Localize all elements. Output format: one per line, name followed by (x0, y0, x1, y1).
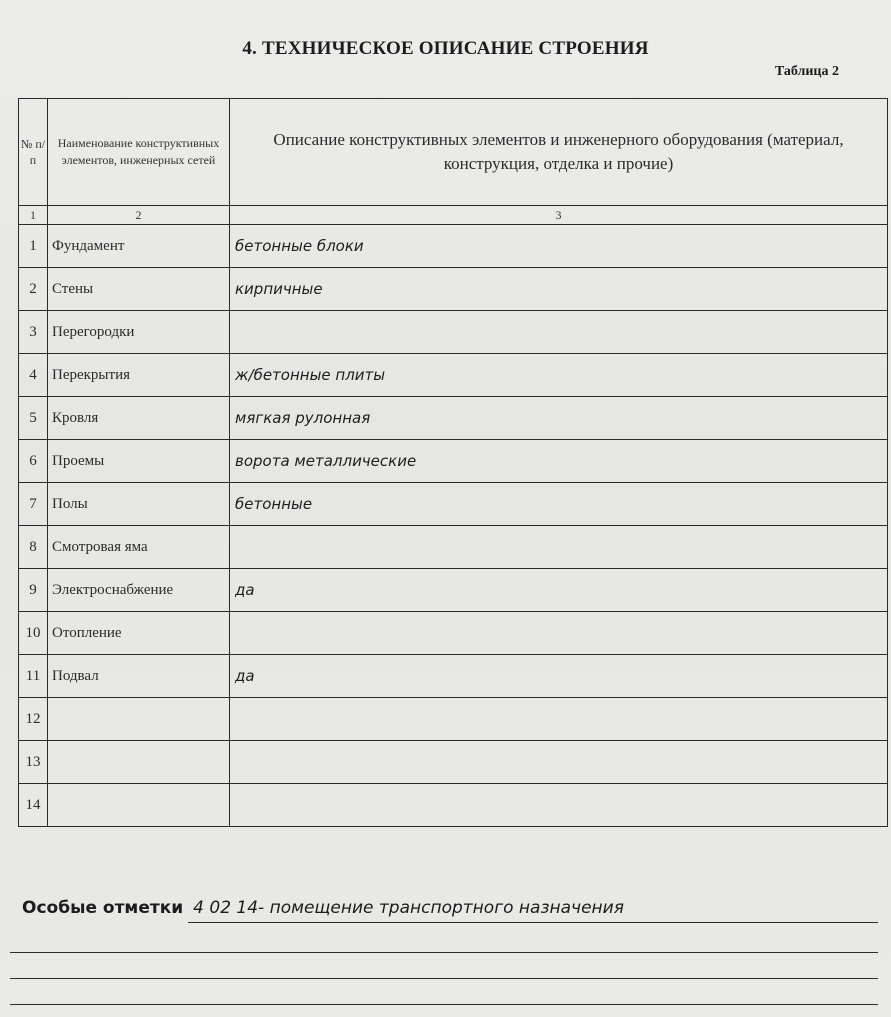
element-name (48, 784, 230, 827)
element-description: да (230, 655, 888, 698)
header-description: Описание конструктивных элементов и инженерного оборудования (материал, конструкция, отделка и прочие) (230, 99, 888, 206)
row-number: 2 (19, 268, 48, 311)
row-number: 3 (19, 311, 48, 354)
notes-blank-line (10, 952, 878, 953)
element-name (48, 741, 230, 784)
column-number: 3 (230, 206, 888, 225)
row-number: 11 (19, 655, 48, 698)
notes-blank-line (10, 978, 878, 979)
row-number: 7 (19, 483, 48, 526)
table-row (19, 354, 888, 397)
table-row (19, 268, 888, 311)
table-label: Таблица 2 (774, 64, 839, 79)
element-name: Перегородки (48, 311, 230, 354)
document-title: 4. ТЕХНИЧЕСКОЕ ОПИСАНИЕ СТРОЕНИЯ (242, 38, 649, 59)
row-number: 4 (19, 354, 48, 397)
element-description: ж/бетонные плиты (230, 354, 888, 397)
element-description: да (230, 569, 888, 612)
row-number: 8 (19, 526, 48, 569)
element-description: бетонные (230, 483, 888, 526)
column-number-row (19, 206, 888, 225)
element-name: Проемы (48, 440, 230, 483)
element-description: ворота металлические (230, 440, 888, 483)
element-name: Отопление (48, 612, 230, 655)
table-row (19, 741, 888, 784)
element-description (230, 784, 888, 827)
element-description: бетонные блоки (230, 225, 888, 268)
table-row (19, 526, 888, 569)
element-description (230, 698, 888, 741)
element-name (48, 698, 230, 741)
element-name: Кровля (48, 397, 230, 440)
element-description (230, 526, 888, 569)
table-header-row (19, 99, 888, 206)
header-number: № п/ п (19, 99, 48, 206)
row-number: 1 (19, 225, 48, 268)
table-row (19, 698, 888, 741)
notes-underline (188, 922, 878, 923)
table-row (19, 655, 888, 698)
element-name: Смотровая яма (48, 526, 230, 569)
element-description: кирпичные (230, 268, 888, 311)
table-row (19, 483, 888, 526)
table-row (19, 612, 888, 655)
element-name: Полы (48, 483, 230, 526)
table-row (19, 440, 888, 483)
element-description (230, 741, 888, 784)
row-number: 13 (19, 741, 48, 784)
element-name: Перекрытия (48, 354, 230, 397)
special-notes-value: 4 02 14- помещение транспортного назначения (193, 898, 624, 918)
column-number: 1 (19, 206, 48, 225)
table-row (19, 784, 888, 827)
row-number: 5 (19, 397, 48, 440)
element-name: Подвал (48, 655, 230, 698)
element-name: Стены (48, 268, 230, 311)
row-number: 6 (19, 440, 48, 483)
column-number: 2 (48, 206, 230, 225)
table-row (19, 225, 888, 268)
element-description (230, 311, 888, 354)
row-number: 14 (19, 784, 48, 827)
special-notes (22, 898, 872, 918)
row-number: 9 (19, 569, 48, 612)
table-row (19, 397, 888, 440)
row-number: 12 (19, 698, 48, 741)
technical-description-table (18, 98, 888, 827)
element-name: Электроснабжение (48, 569, 230, 612)
table-row (19, 311, 888, 354)
element-name: Фундамент (48, 225, 230, 268)
element-description: мягкая рулонная (230, 397, 888, 440)
element-description (230, 612, 888, 655)
table-row (19, 569, 888, 612)
header-name: Наименование конструктивных элементов, инженерных сетей (48, 99, 230, 206)
notes-blank-line (10, 1004, 878, 1005)
row-number: 10 (19, 612, 48, 655)
special-notes-label: Особые отметки (22, 898, 184, 918)
